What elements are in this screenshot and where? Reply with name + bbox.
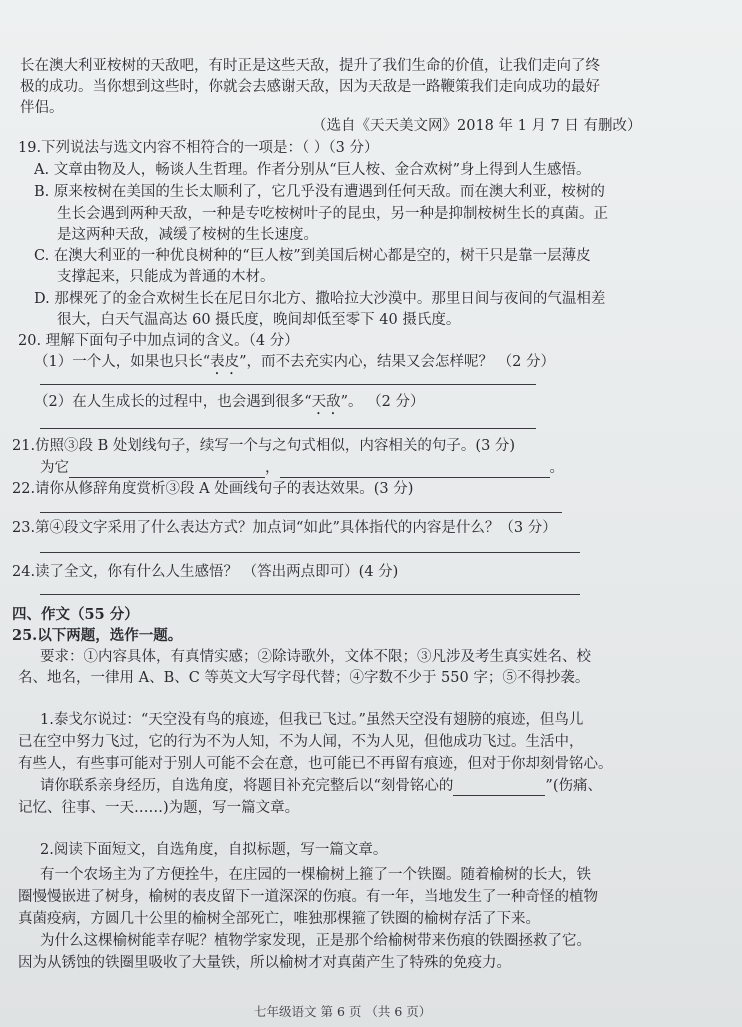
q19-option-d-line-2: 很大，白天气温高达 60 摄氏度，晚间却低至零下 40 摄氏度。 (57, 312, 461, 328)
q20-dotted-word-2: 天敌 (311, 394, 341, 410)
q20-dotted-word-1: 表皮 (210, 354, 240, 370)
q20-sub-2: （2）在人生成长的过程中，也会遇到很多“天敌”。 （2 分） (34, 394, 425, 410)
topic-1-line-3: 有些人，有些事可能对于别人可能不会在意，也可能已不再留有痕迹，但对于你却刻骨铭心。 (18, 756, 613, 772)
q20-sub-1: （1）一个人，如果也只长“表皮”，而不去充实内心，结果又会怎样呢？ （2 分） (34, 354, 555, 370)
q20-1-answer-line[interactable] (40, 384, 536, 385)
q21-answer-row: 为它 ， 。 (40, 460, 564, 476)
topic-1-line-2: 已在空中努力飞过，它的行为不为人知，不为人闻，不为人见，但他成功飞过。生活中， (18, 734, 584, 750)
q19-option-b-line-1: B. 原来桉树在美国的生长太顺利了，它几乎没有遭遇到任何天敌。而在澳大利亚，桉树的 (34, 184, 605, 200)
topic-2-line-4: 真菌疫病，方圆几十公里的榆树全部死亡，唯独那棵箍了铁圈的榆树存活了下来。 (18, 911, 540, 927)
intro-line-2: 极的成功。当你想到这些时，你就会去感谢天敌，因为天敌是一路鞭策我们走向成功的最好 (20, 79, 600, 95)
topic-1-title-blank[interactable] (453, 777, 545, 796)
q23-answer-line[interactable] (40, 552, 580, 553)
q20-2-answer-line[interactable] (40, 428, 536, 429)
q19-option-c-line-2: 支撑起来，只能成为普通的木材。 (57, 269, 275, 285)
topic-1-line-4: 请你联系亲身经历，自选角度，将题目补充完整后以“刻骨铭心的 ”(伤痛、 (40, 778, 602, 794)
topic-1-line-5: 记忆、往事、一天……)为题，写一篇文章。 (18, 800, 300, 816)
q19-option-b-line-2: 生长会遇到两种天敌，一种是专吃桉树叶子的昆虫，另一种是抑制桉树生长的真菌。正 (57, 206, 608, 222)
q19-stem: 19.下列说法与选文内容不相符合的一项是：（ ）（3 分） (18, 140, 379, 156)
q23-stem: 23.第④段文字采用了什么表达方式？加点词“如此”具体指代的内容是什么？（3 分） (12, 520, 557, 536)
q24-stem: 24.读了全文，你有什么人生感悟？ （答出两点即可）(4 分) (12, 564, 399, 580)
q22-stem: 22.请你从修辞角度赏析③段 A 处画线句子的表达效果。(3 分) (12, 481, 414, 497)
q22-answer-line[interactable] (40, 512, 562, 513)
q24-answer-line[interactable] (40, 594, 580, 595)
topic-1-line-1: 1.泰戈尔说过：“天空没有鸟的痕迹，但我已飞过。”虽然天空没有翅膀的痕迹，但鸟儿 (40, 712, 584, 728)
q19-option-a: A. 文章由物及人，畅谈人生哲理。作者分别从“巨人桉、金合欢树”身上得到人生感悟。 (34, 162, 591, 178)
topic-2-line-2: 有一个农场主为了方便拴牛，在庄园的一棵榆树上箍了一个铁圈。随着榆树的长大，铁 (40, 867, 591, 883)
q21-stem: 21.仿照③段 B 处划线句子，续写一个与之句式相似，内容相关的句子。(3 分) (12, 438, 516, 454)
q19-option-b-line-3: 是这两种天敌，减缓了桉树的生长速度。 (57, 227, 318, 243)
intro-line-3: 伴侣。 (20, 100, 64, 116)
q25-requirements-line-2: 名、地名，一律用 A、B、C 等英文大写字母代替；④字数不少于 550 字；⑤不得抄袭。 (18, 670, 590, 686)
topic-2-line-5: 为什么这棵榆树能幸存呢？植物学家发现，正是那个给榆树带来伤痕的铁圈拯救了它。 (40, 933, 591, 949)
q20-stem: 20. 理解下面句子中加点词的含义。（4 分） (18, 333, 299, 349)
topic-2-line-3: 圈慢慢嵌进了树身，榆树的表皮留下一道深深的伤痕。有一年，当地发生了一种奇怪的植物 (18, 889, 598, 905)
page-footer: 七年级语文 第 6 页 （共 6 页） (254, 1004, 432, 1019)
section-4-title: 四、作文（55 分） (12, 606, 139, 623)
topic-2-line-6: 因为从锈蚀的铁圈里吸收了大量铁，所以榆树才对真菌产生了特殊的免疫力。 (18, 955, 511, 971)
q25-requirements-line-1: 要求：①内容具体，有真情实感；②除诗歌外，文体不限；③凡涉及考生真实姓名、校 (40, 649, 591, 665)
intro-line-1: 长在澳大利亚桉树的天敌吧，有时正是这些天敌，提升了我们生命的价值，让我们走向了终 (20, 58, 600, 74)
q19-option-d-line-1: D. 那棵死了的金合欢树生长在尼日尔北方、撒哈拉大沙漠中。那里日间与夜间的气温相差 (34, 291, 606, 307)
q25-stem: 25.以下两题，选作一题。 (12, 627, 183, 644)
topic-2-line-1: 2.阅读下面短文，自选角度，自拟标题，写一篇文章。 (40, 842, 388, 858)
q21-blank-2[interactable] (280, 459, 550, 478)
q19-option-c-line-1: C. 在澳大利亚的一种优良树种的“巨人桉”到美国后树心都是空的，树干只是靠一层薄皮 (34, 248, 591, 264)
source-citation: （选自《天天美文网》2018 年 1 月 7 日 有删改） (312, 118, 642, 134)
q21-blank-1[interactable] (69, 459, 265, 478)
